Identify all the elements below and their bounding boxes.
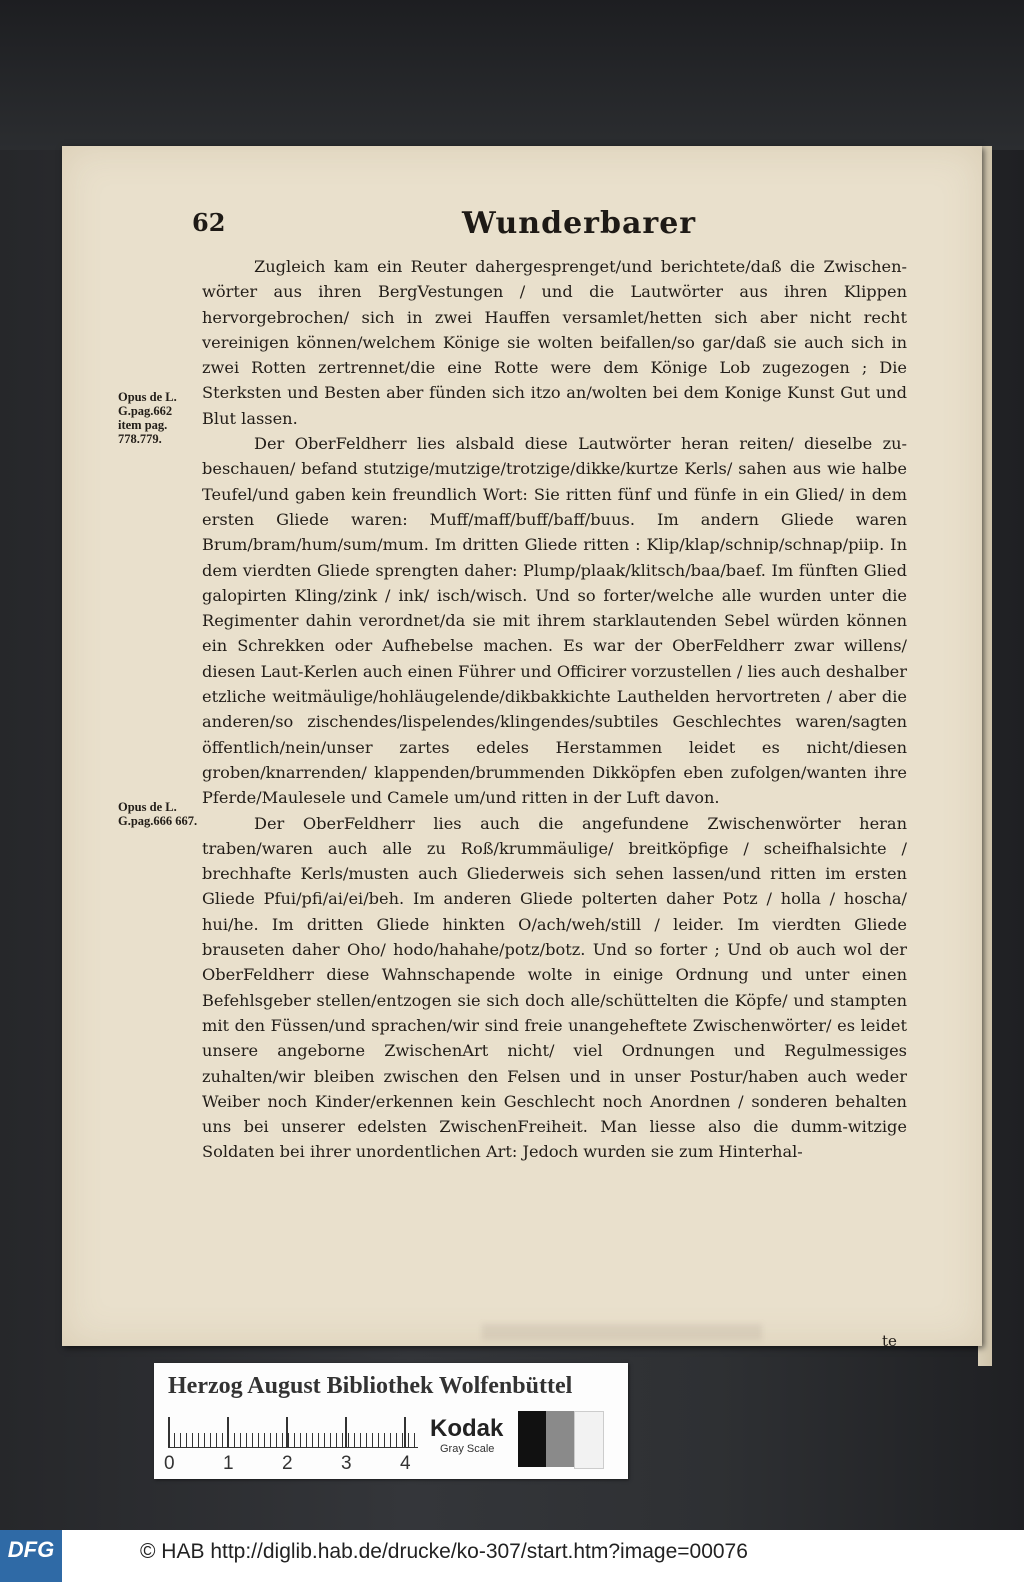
dark-backdrop (0, 0, 1024, 150)
gray-swatch-white (574, 1411, 604, 1469)
grayscale-label: Gray Scale (440, 1443, 495, 1455)
book-page (62, 146, 982, 1350)
library-label-card (154, 1363, 628, 1479)
ruler-number: 1 (223, 1453, 234, 1474)
page-number: 62 (192, 208, 226, 237)
copyright-link[interactable]: © HAB http://diglib.hab.de/drucke/ko-307/start.htm?image=00076 (140, 1540, 748, 1563)
catchword: te (882, 1332, 897, 1350)
dfg-logo: DFG (0, 1530, 62, 1582)
paragraph: Zugleich kam ein Reuter dahergesprenget/und berichtete/daß die Zwischen-wörter aus ihren BergVestungen / und die Lautwörter aus ihren Klippen hervorgebrochen/ sich in zwei Hauffen versamlet/hetten sich aber nicht recht vereinigen können/welchem Könige sie wolten beifallen/so gar/daß sie auch sich in zwei Rotten zertrennet/die eine Rotte were dem Könige Lob zugezogen ; Die Sterksten und Besten aber fünden sich itzo an/wolten bei dem Konige Kunst Gut und Blut lassen. (202, 257, 907, 428)
kodak-logo: Kodak (430, 1415, 504, 1442)
ruler-number: 2 (282, 1453, 293, 1474)
paragraph: Der OberFeldherr lies alsbald diese Lautwörter heran reiten/ dieselbe zu-beschauen/ befand stutzige/mutzige/trotzige/dikke/kurtze Kerls/ sahen aus wie halbe Teufel/und gaben kein freundlich Wort: Sie ritten fünf und fünfe in ein Glied/ in dem ersten Gliede waren: Muff/maff/buff/baff/buus. Im andern Gliede waren Brum/bram/hum/sum/mum. Im dritten Gliede ritten : Klip/klap/schnip/schnap/piip. In dem vierdten Gliede sprengten daher: Plump/plaak/klitsch/baa/baef. Im fünften Glied galopirten Kling/zink / ink/ isch/wisch. Und so forter/welche alle wurden unter die Regimenter dahin verordnet/da sie mit ihrem starklautenden Sebel würden können ein Schrekken oder Aufhebelse machen. Es war der OberFeldherr zwar willens/ diesen Laut-Kerlen auch einen Führer und Officirer vorzustellen / lies auch deshalber etzliche weitmäulige/hohläugelende/dikbakkichte Lauthelden hervortreten / aber die anderen/so zischendes/lispelendes/klingendes/subtiles Geschlechtes waren/sagten öffentlich/nein/unser zartes edeles Herstammen leidet es nicht/diesen groben/knarrenden/ klappenden/brummenden Dikköpfen eben zufolgen/wanten ihre Pferde/Maulesele und Camele um/und ritten in der Luft davon. (202, 434, 907, 808)
ruler-number: 0 (164, 1453, 175, 1474)
marginal-note-1: Opus de L. G.pag.662 item pag. 778.779. (118, 390, 177, 446)
show-through (482, 1324, 762, 1340)
marginal-note-2: Opus de L. G.pag.666 667. (118, 800, 198, 828)
body-text (202, 254, 907, 1165)
ruler-tick (168, 1417, 170, 1447)
ruler-tick (345, 1417, 347, 1447)
gray-swatch-black (518, 1411, 546, 1467)
page-header (192, 208, 912, 248)
scale-ruler (168, 1413, 418, 1448)
ruler-tick (227, 1417, 229, 1447)
running-title: Wunderbarer (462, 206, 697, 241)
footer-bar (0, 1530, 1024, 1582)
ruler-number: 4 (400, 1453, 411, 1474)
ruler-tick (286, 1417, 288, 1447)
paragraph: Der OberFeldherr lies auch die angefundene Zwischenwörter heran traben/waren auch alle zu Roß/krummäulige/ breitköpfige / scheifhalsichte / brechhafte Kerls/musten auch Gliederweis sich sehen lassen/und ritten im ersten Gliede Pfui/pfi/ai/ei/beh. Im anderen Gliede polterten daher Potz / holla / hoscha/ hui/he. Im dritten Gliede hinkten O/ach/weh/still / leider. Im vierdten Gliede brauseten daher Oho/ hodo/hahahe/potz/botz. Und so forter ; Und ob auch wol der OberFeldherr diese Wahnschapende wolte in einige Ordnung und unter einen Befehlsgeber stellen/entzogen sie sich doch alle/schüttelten die Köpfe/ und stampten mit den Füssen/und sprachen/wir sind freie unangeheftete Zwischenwörter/ es leidet unsere angeborne ZwischenArt nicht/ viel Ordnungen und Regulmessiges zuhalten/wir bleiben zwischen den Felsen und in unser Postur/haben auch weder Weiber noch Kinder/erkennen kein Geschlecht noch Anordnen / sonderen behalten uns bei unserer edelsten ZwischenFreiheit. Man liesse also die dumm-witzige Soldaten bei ihrer unordentlichen Art: Jedoch wurden sie zum Hinterhal- (202, 813, 907, 1162)
ruler-tick (404, 1417, 406, 1447)
library-name: Herzog August Bibliothek Wolfenbüttel (168, 1373, 573, 1399)
ruler-number: 3 (341, 1453, 352, 1474)
gray-swatch-mid (546, 1411, 574, 1467)
